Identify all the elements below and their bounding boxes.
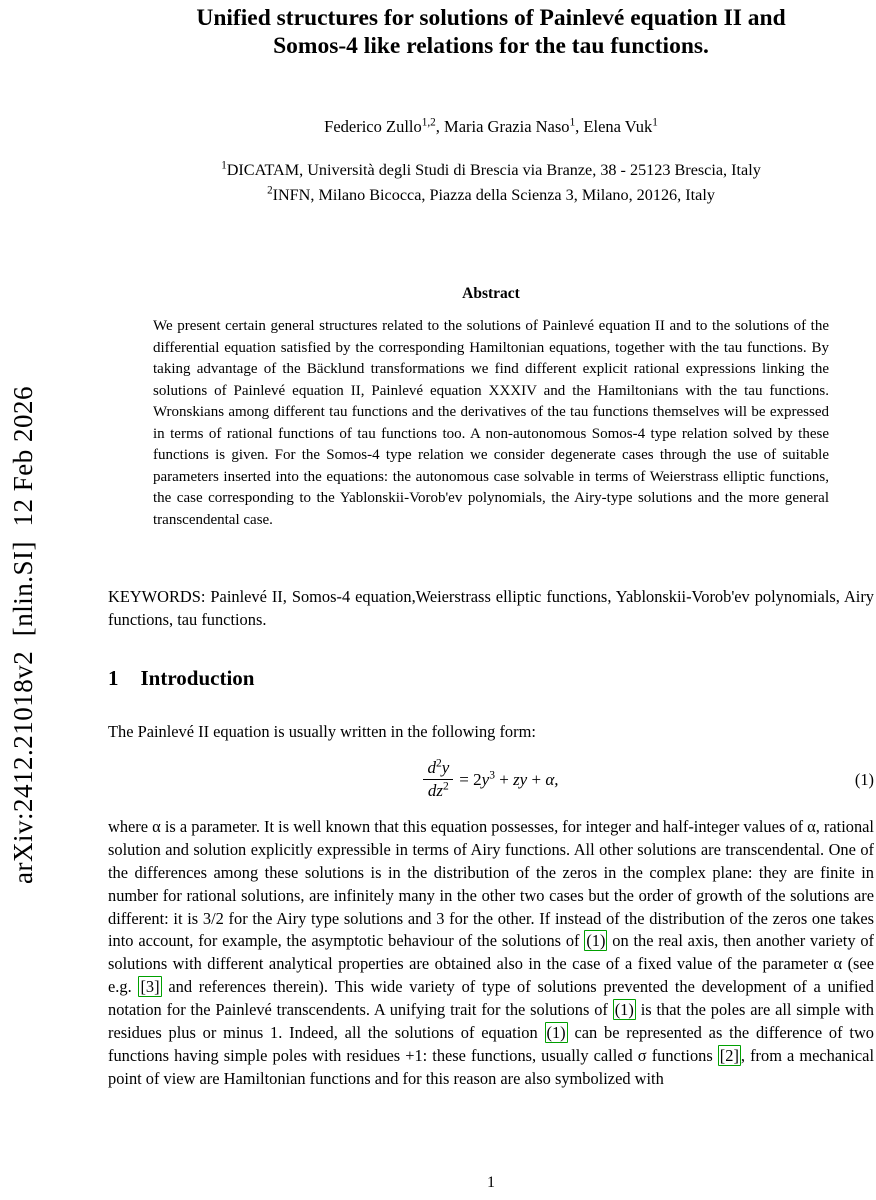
equation-ref-link[interactable]: (1) xyxy=(614,1000,634,1020)
fraction-denominator: $dz^2$ xyxy=(427,779,449,801)
equation-ref-link[interactable]: (1) xyxy=(546,1023,566,1043)
affiliation-text: INFN, Milano Bicocca, Piazza della Scienza 3, Milano, 20126, Italy xyxy=(272,186,715,204)
title-line-2: Somos-4 like relations for the tau functions. xyxy=(273,33,709,59)
affiliation-line-2 xyxy=(108,183,874,208)
author-name: , Maria Grazia Naso xyxy=(435,117,570,136)
section-number: 1 xyxy=(108,666,119,690)
fraction-numerator: $d^2y$ xyxy=(423,758,453,780)
intro-paragraph-2 xyxy=(108,816,874,1091)
abstract-text: We present certain general structures related to the solutions of Painlevé equation II and to the solutions of the differential equation satisfied by the corresponding Hamiltonian equations, together with the tau functions. By taking advantage of the Bäcklund transformations we find different explicit rational expressions linking the solutions of Painlevé equation II, Painlevé equation XXXIV and the Hamiltonians with the tau functions. Wronskians among different tau functions and the derivatives of the tau functions themselves will be expressed in terms of rational functions of tau functions too. A non-autonomous Somos-4 type relation solved by these functions is given. For the Somos-4 type relation we consider degenerate cases through the use of suitable parameters inserted into the equations: the autonomous case solvable in terms of Weierstrass elliptic functions, the case corresponding to the Yablonskii-Vorob'ev polynomials, the Airy-type solutions and the more general transcendental case. xyxy=(153,318,829,528)
author-affmark: 1 xyxy=(569,116,576,129)
paragraph-text: and references therein). This wide variety of type of solutions prevented the development of a unified notation for the Painlevé transcendents. A unifying trait for the solutions of xyxy=(108,977,874,1020)
affiliations-block xyxy=(108,158,874,208)
keywords-line: KEYWORDS: Painlevé II, Somos-4 equation,Weierstrass elliptic functions, Yablonskii-Vorob'ev polynomials, Airy functions, tau functions. xyxy=(108,587,874,629)
author-name: , Elena Vuk xyxy=(575,117,653,136)
arxiv-stamp: arXiv:2412.21018v2 [nlin.SI] 12 Feb 2026 xyxy=(8,386,38,884)
author-affmark: 1,2 xyxy=(421,116,436,129)
paragraph-text: , from a mechanical point of view are Hamiltonian functions and for this reason are also symbolized with xyxy=(108,1045,874,1088)
affiliation-line-1 xyxy=(108,158,874,183)
intro-paragraph-1: The Painlevé II equation is usually written in the following form: xyxy=(108,722,536,741)
section-title: Introduction xyxy=(140,666,255,690)
equation-1 xyxy=(108,754,874,806)
citation-link[interactable]: [2] xyxy=(719,1045,739,1065)
equation-number: (1) xyxy=(854,769,874,789)
paragraph-text: on the real axis, then another variety of solutions with different analytical properties are obtained also in the case of a fixed value of the parameter α (see e.g. xyxy=(108,931,874,997)
author-affmark: 1 xyxy=(652,116,658,129)
author-name: Federico Zullo xyxy=(324,117,422,136)
page-title xyxy=(108,4,874,60)
abstract-heading: Abstract xyxy=(462,285,520,302)
equation-fraction xyxy=(423,758,453,801)
affiliation-mark: 1 xyxy=(221,159,227,172)
citation-link[interactable]: [3] xyxy=(140,977,160,997)
paragraph-text: can be represented as the difference of two functions having simple poles with residues +1: these functions, usually called σ functions xyxy=(108,1023,874,1065)
title-line-1: Unified structures for solutions of Painlevé equation II and xyxy=(196,5,786,31)
paragraph-text: where α is a parameter. It is well known that this equation possesses, for integer and half-integer values of α, rational solution and solution explicitly expressible in terms of Airy functions. All other solutions are transcendental. One of the differences among these solutions is in the distribution of the zeros in the complex plane: they are finite in number for rational solutions, are infinitely many in the other two cases but the order of growth of the solutions are different: it is 3/2 for the Airy type solutions and 3 for the other. If instead of the distribution of the zeros one takes into account, for example, the asymptotic behaviour of the solutions of xyxy=(108,816,874,951)
equation-ref-link[interactable]: (1) xyxy=(586,931,606,951)
main-column xyxy=(108,0,874,1091)
authors-line xyxy=(108,116,874,138)
section-heading-introduction xyxy=(108,665,874,692)
affiliation-mark: 2 xyxy=(267,184,273,197)
affiliation-text: DICATAM, Università degli Studi di Brescia via Branze, 38 - 25123 Brescia, Italy xyxy=(226,161,761,179)
equation-rhs: = $2y^3$ + zy + α, xyxy=(459,768,559,789)
paragraph-text: is that the poles are all simple with residues plus or minus 1. Indeed, all the solutions of equation xyxy=(108,1000,874,1043)
page-number: 1 xyxy=(487,1174,495,1191)
